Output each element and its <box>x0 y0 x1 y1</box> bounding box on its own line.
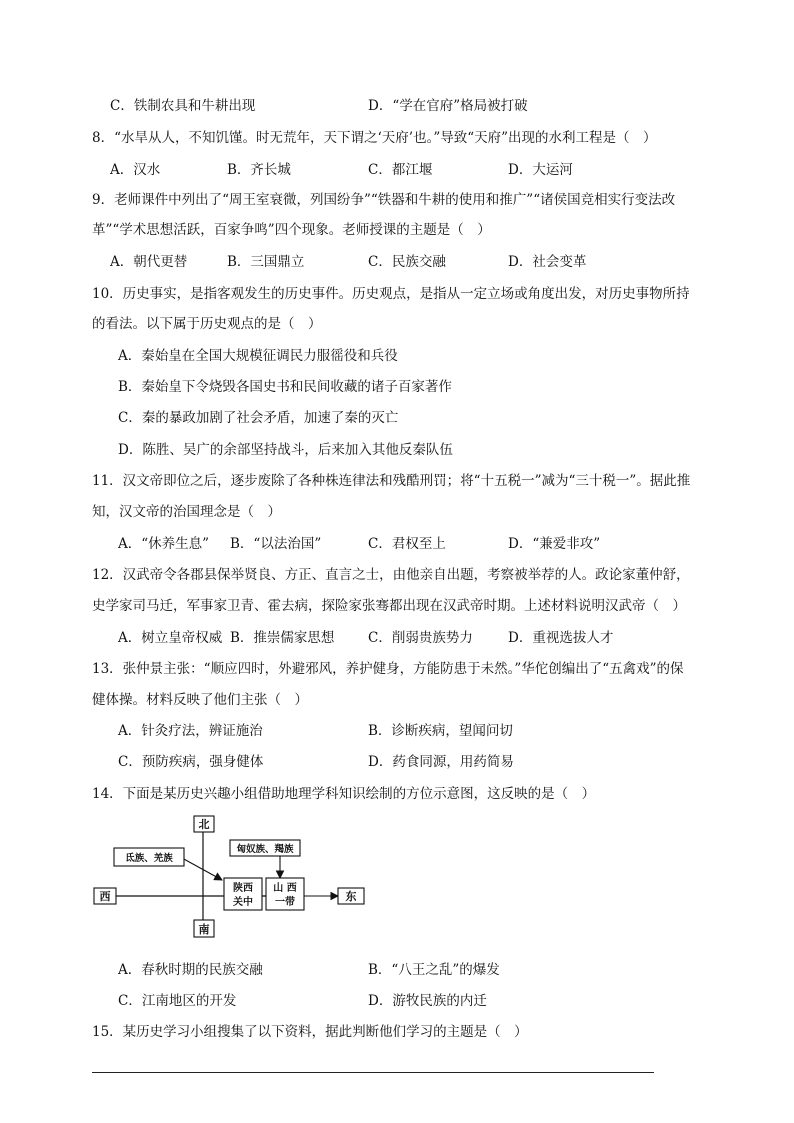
right-tribes-label: 匈奴族、羯族 <box>236 844 294 855</box>
q7-option-d: D．“学在官府”格局被打破 <box>368 98 528 114</box>
q13-option-c: C．预防疾病，强身健体 <box>118 754 264 770</box>
left-tribes-label: 氐族、羌族 <box>125 853 173 864</box>
q8-option-c: C．都江堰 <box>368 162 433 178</box>
q13-stem-line1: 13．张仲景主张：“顺应四时，外避邪风，养护健身，方能防患于未然。”华佗创编出了“五禽戏”的保 <box>92 661 684 677</box>
q10-stem-line2: 的看法。以下属于历史观点的是（ ） <box>92 316 322 332</box>
q14-option-b: B．“八王之乱”的爆发 <box>368 962 500 978</box>
shanxi-box <box>266 878 304 910</box>
q10-option-a: A．秦始皇在全国大规模征调民力服徭役和兵役 <box>118 348 398 364</box>
q9-option-d: D．社会变革 <box>508 254 587 270</box>
shanxi-label-2: 一带 <box>275 897 295 908</box>
q13-option-a: A．针灸疗法，辨证施治 <box>118 723 263 739</box>
q13-option-b: B．诊断疾病，望闻问切 <box>368 723 513 739</box>
q9-option-c: C．民族交融 <box>368 254 446 270</box>
q11-stem-line2: 知，汉文帝的治国理念是（ ） <box>92 504 281 520</box>
q15-stem: 15．某历史学习小组搜集了以下资料，据此判断他们学习的主题是（ ） <box>92 1024 528 1040</box>
left-tribes-box <box>114 848 184 866</box>
q12-option-c: C．削弱贵族势力 <box>368 630 473 646</box>
q10-option-c: C．秦的暴政加剧了社会矛盾，加速了秦的灭亡 <box>118 410 399 426</box>
q9-stem-line2: 革”“学术思想活跃，百家争鸣”四个现象。老师授课的主题是（ ） <box>92 222 491 238</box>
west-label-box <box>94 888 116 904</box>
q13-stem-line2: 健体操。材料反映了他们主张（ ） <box>92 692 308 708</box>
q7-option-c: C．铁制农具和牛耕出现 <box>110 98 256 114</box>
east-label: 东 <box>345 890 357 903</box>
q12-stem-line1: 12．汉武帝令各郡县保举贤良、方正、直言之士，由他亲自出题，考察被举荐的人。政论家董仲舒， <box>92 567 690 583</box>
q13-option-d: D．药食同源，用药简易 <box>368 754 514 770</box>
q8-stem: 8．“水旱从人，不知饥馑。时无荒年，天下谓之‘天府’也。”导致“天府”出现的水利工程是（ ） <box>92 130 657 146</box>
q9-option-a: A．朝代更替 <box>110 254 188 270</box>
q11-option-b: B．“以法治国” <box>230 536 322 552</box>
q8-option-a: A．汉水 <box>110 162 161 178</box>
north-label: 北 <box>198 818 210 831</box>
q12-option-a: A．树立皇帝权威 <box>118 630 223 646</box>
q12-option-b: B．推崇儒家思想 <box>230 630 335 646</box>
q10-stem-line1: 10．历史事实，是指客观发生的历史事件。历史观点，是指从一定立场或角度出发，对历史事物所持 <box>92 286 690 302</box>
south-label-box <box>194 920 214 937</box>
shaanxi-label-2: 关中 <box>233 897 253 908</box>
east-label-box <box>338 888 364 904</box>
direction-diagram <box>90 812 390 948</box>
q11-option-c: C．君权至上 <box>368 536 446 552</box>
q11-option-d: D．“兼爱非攻” <box>508 536 601 552</box>
q10-option-d: D．陈胜、吴广的余部坚持战斗，后来加入其他反秦队伍 <box>118 442 453 458</box>
right-tribes-box <box>230 840 300 856</box>
shaanxi-label-1: 陕西 <box>233 883 253 894</box>
shaanxi-box <box>224 878 262 910</box>
q14-option-c: C．江南地区的开发 <box>118 993 237 1009</box>
q9-stem-line1: 9．老师课件中列出了“周王室衰微，列国纷争”“铁器和牛耕的使用和推广”“诸侯国竞相实行变法改 <box>92 192 676 208</box>
shanxi-label-1: 山 西 <box>273 883 297 894</box>
q8-option-d: D．大运河 <box>508 162 573 178</box>
q12-option-d: D．重视选拔人才 <box>508 630 614 646</box>
q10-option-b: B．秦始皇下令烧毁各国史书和民间收藏的诸子百家著作 <box>118 379 452 395</box>
q12-stem-line2: 史学家司马迁，军事家卫青、霍去病，探险家张骞都出现在汉武帝时期。上述材料说明汉武帝（ ） <box>92 598 686 614</box>
q14-option-d: D．游牧民族的内迁 <box>368 993 487 1009</box>
q9-option-b: B．三国鼎立 <box>227 254 305 270</box>
q11-stem-line1: 11．汉文帝即位之后，逐步废除了各种株连律法和残酷刑罚；将“十五税一”减为“三十税一”。据此推 <box>92 473 691 489</box>
q14-option-a: A．春秋时期的民族交融 <box>118 962 263 978</box>
north-label-box <box>194 816 214 832</box>
west-label: 西 <box>99 890 111 903</box>
footer-divider <box>92 1072 654 1073</box>
q14-stem: 14．下面是某历史兴趣小组借助地理学科知识绘制的方位示意图，这反映的是（ ） <box>92 786 596 802</box>
south-label: 南 <box>198 923 210 936</box>
q11-option-a: A．“休养生息” <box>118 536 210 552</box>
q8-option-b: B．齐长城 <box>227 162 291 178</box>
